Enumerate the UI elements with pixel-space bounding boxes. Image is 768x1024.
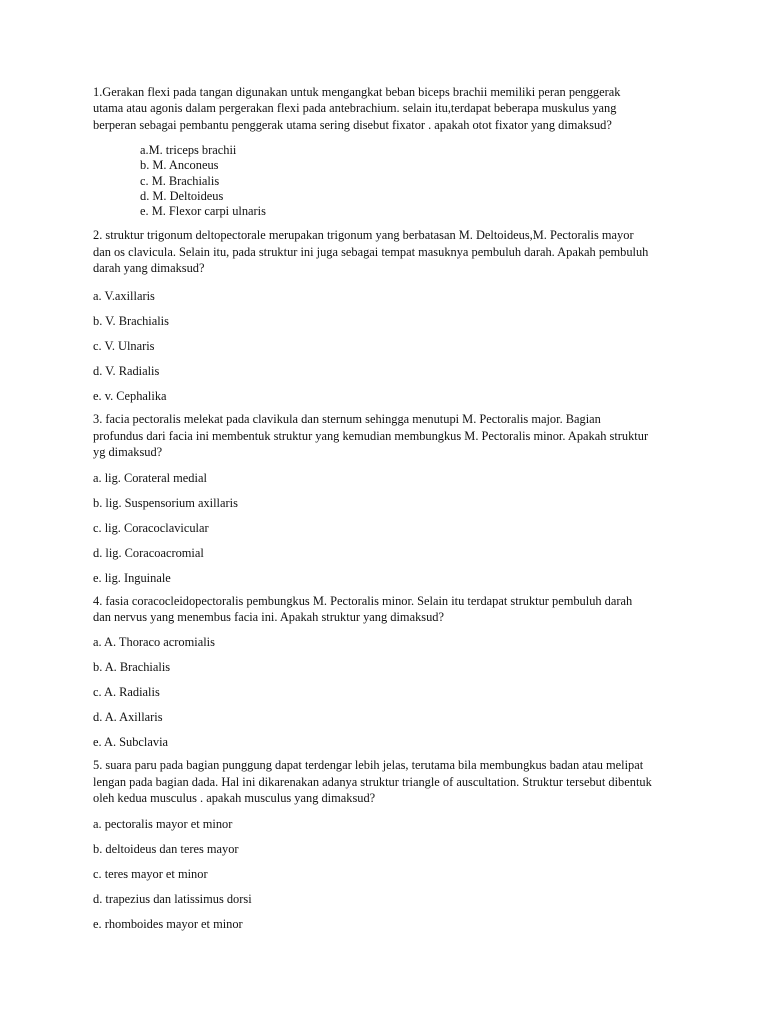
option-b: b. A. Brachialis: [93, 660, 171, 675]
question-line: darah yang dimaksud?: [93, 261, 205, 276]
option-d: d. lig. Coracoacromial: [93, 545, 204, 560]
option-e: e. rhomboides mayor et minor: [93, 916, 243, 931]
question-line: dan os clavicula. Selain itu, pada struktur ini juga sebagai tempat masuknya pembuluh darah. Apakah pembuluh: [93, 244, 649, 259]
question-1-text: [93, 84, 683, 133]
question-3-text: [93, 411, 683, 460]
option-d: d. M. Deltoideus: [140, 188, 224, 203]
question-4-text: [93, 593, 683, 626]
question-5-text: [93, 757, 683, 806]
question-line: yg dimaksud?: [93, 445, 163, 460]
option-c: c. lig. Coracoclavicular: [93, 520, 209, 535]
option-e: e. M. Flexor carpi ulnaris: [140, 204, 266, 219]
option-e: e. A. Subclavia: [93, 735, 169, 750]
option-c: c. M. Brachialis: [140, 173, 220, 188]
option-e: e. lig. Inguinale: [93, 570, 171, 585]
question-2: [93, 227, 683, 404]
question-1-options: [140, 143, 683, 219]
question-line: profundus dari facia ini membentuk struktur yang kemudian membungkus M. Pectoralis minor. Apakah struktur: [93, 428, 649, 443]
option-a: a. lig. Corateral medial: [93, 470, 207, 485]
option-b: b. M. Anconeus: [140, 158, 219, 173]
question-line: dan nervus yang menembus facia ini. Apakah struktur yang dimaksud?: [93, 610, 444, 625]
question-line: 4. fasia coracocleidopectoralis pembungkus M. Pectoralis minor. Selain itu terdapat struktur pembuluh darah: [93, 593, 633, 608]
option-d: d. A. Axillaris: [93, 710, 163, 725]
option-e: e. v. Cephalika: [93, 389, 167, 404]
option-a: a. pectoralis mayor et minor: [93, 816, 233, 831]
option-c: c. teres mayor et minor: [93, 866, 208, 881]
question-line: oleh kedua musculus . apakah musculus yang dimaksud?: [93, 791, 376, 806]
question-1: [93, 84, 683, 219]
option-d: d. V. Radialis: [93, 364, 160, 379]
option-b: b. V. Brachialis: [93, 314, 169, 329]
option-c: c. A. Radialis: [93, 685, 160, 700]
question-line: utama atau agonis dalam pergerakan flexi pada antebrachium. selain itu,terdapat beberapa muskulus yang: [93, 101, 617, 116]
option-d: d. trapezius dan latissimus dorsi: [93, 891, 252, 906]
question-line: 5. suara paru pada bagian punggung dapat terdengar lebih jelas, terutama bila membungkus badan atau melipat: [93, 758, 644, 773]
question-line: 1.Gerakan flexi pada tangan digunakan untuk mengangkat beban biceps brachii memiliki peran penggerak: [93, 85, 621, 99]
option-b: b. lig. Suspensorium axillaris: [93, 495, 238, 510]
option-a: a.M. triceps brachii: [140, 143, 237, 158]
document-page: [93, 84, 683, 932]
question-5: [93, 757, 683, 931]
option-c: c. V. Ulnaris: [93, 339, 155, 354]
question-line: 2. struktur trigonum deltopectorale merupakan trigonum yang berbatasan M. Deltoideus,M. Pectoralis mayor: [93, 228, 634, 243]
option-a: a. V.axillaris: [93, 289, 155, 304]
question-line: 3. facia pectoralis melekat pada clavikula dan sternum sehingga menutupi M. Pectoralis major. Bagian: [93, 412, 601, 427]
question-line: berperan sebagai pembantu penggerak utama sering disebut fixator . apakah otot fixator yang dimaksud?: [93, 117, 612, 132]
question-3: [93, 411, 683, 585]
question-line: lengan pada bagian dada. Hal ini dikarenakan adanya struktur triangle of auscultation. Struktur tersebut dibentuk: [93, 774, 652, 789]
question-4: [93, 593, 683, 751]
option-b: b. deltoideus dan teres mayor: [93, 841, 239, 856]
question-2-text: [93, 227, 683, 276]
option-a: a. A. Thoraco acromialis: [93, 635, 215, 650]
